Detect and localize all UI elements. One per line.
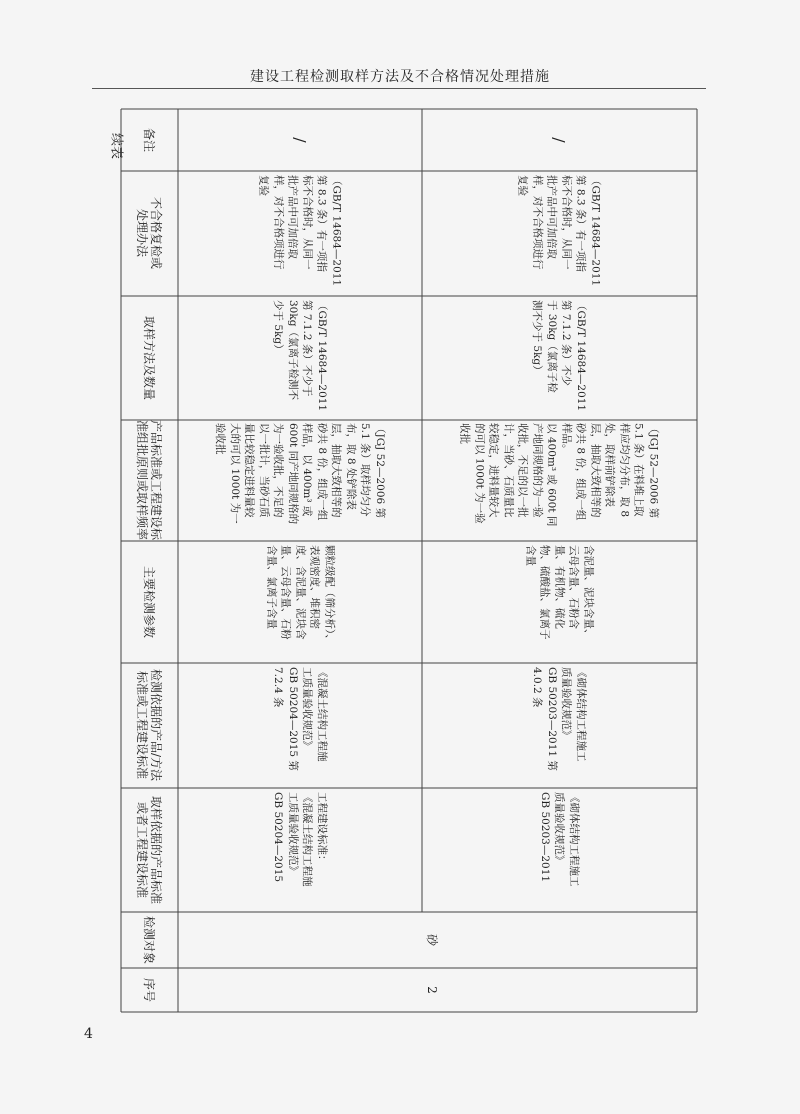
row-seq-cell xyxy=(178,968,697,1012)
sub2-sampling-standard: 《砌体结构工程施工 质量验收规范》 GB 50203—2011 xyxy=(538,792,580,887)
header-sampling-method: 取样方法及数量 xyxy=(142,315,156,400)
sub2-main-parameters: 含泥量、泥块含量、 云母含量、石粉含 量、有机物、硫化 物、硫酸盐、氯离子 含量 xyxy=(524,545,595,640)
sub1-main-parameters: 颗粒级配（筛分析）、 表观密度、堆积密 度、含泥量、泥块含 量、云母含量、石粉 含量、氯离子含量 xyxy=(265,545,336,645)
sub2-batch-rule: （JGJ 52—2006 第 5.1 条）在料堆上取 样应均匀分布，取 8 处，取样前铲除表 层，抽取大致相等的 砂共 8 份，组成一组 样品。 以 400m³ 或 600t 同 产地同规格的为一验 收批，不足的以一批 计，当砂、石质量比 较稳定，进料量较大 的可以 1000t 为一验 收批 xyxy=(459,423,660,527)
sub2-retest: （GB/T 14684—2011 第 8.3 条）有一项指 标不合格时，从同一 批产品中可加倍取 样，对不合格项进行 复验 xyxy=(517,175,602,287)
header-object: 检测对象 xyxy=(142,915,156,964)
row-seq: 2 xyxy=(425,986,439,994)
running-header-title: 建设工程检测取样方法及不合格情况处理措施 xyxy=(250,69,550,85)
header-sampling-standard: 取样依据的产品标准 或者工程建设标准 xyxy=(135,795,163,904)
sub1-batch-rule: （JGJ 52—2006 第 5.1 条）取样均匀分 布，取 8 处铲除表 层，抽取大致相等的 砂共 8 份，组成一组 样品，以 400m³ 或 600t 同产地同规格的 为一验收批，不足的 以一批计，当砂石质 量比较稳定进料量较 大的可以 1000t 为一 验收批 xyxy=(214,423,386,525)
sub1-sampling-method: （GB/T 14684—2011 第 7.1.2 条）不少于 30kg（氯离子检测不 少于 5kg） xyxy=(272,300,328,412)
sub1-retest: （GB/T 14684—2011 第 8.3 条）有一项指 标不合格时，从同一 批产品中可加倍取 样，对不合格项进行 复验 xyxy=(258,175,343,287)
header-retest: 不合格复检或 处理办法 xyxy=(135,196,163,269)
page-number: 4 xyxy=(84,1026,93,1042)
sub2-remark: / xyxy=(549,137,569,143)
sub1-testing-standard: 《混凝土结构工程施 工质量验收规范》 GB 50204—2015 第 7.2.4 条 xyxy=(272,667,328,771)
sub2-testing-standard: 《砌体结构工程施工 质量验收规范》 GB 50203—2011 第 4.0.2 条 xyxy=(531,667,587,771)
sub2-sampling-method: （GB/T 14684—2011 第 7.1.2 条）不少 于 30kg（氯离子检 测不少于 5kg） xyxy=(531,300,587,412)
row-object-cell xyxy=(178,912,697,968)
header-testing-standard: 检测依据的产品/方法 标准或工程建设标准 xyxy=(135,668,163,782)
header-main-parameters: 主要检测参数 xyxy=(142,565,156,638)
row-object: 砂 xyxy=(425,933,439,946)
table-continued-text: 续表 xyxy=(108,132,124,160)
header-batch-rule: 产品标准或工程建设标 准组批原则或取样频率 xyxy=(135,420,163,540)
header-remark: 备注 xyxy=(142,127,156,152)
sub1-sampling-standard: 工程建设标准： 《混凝土结构工程施 工质量验收规范》 GB 50204—2015 xyxy=(272,792,328,887)
sub1-remark: / xyxy=(290,137,310,143)
header-seq: 序号 xyxy=(142,977,156,1002)
